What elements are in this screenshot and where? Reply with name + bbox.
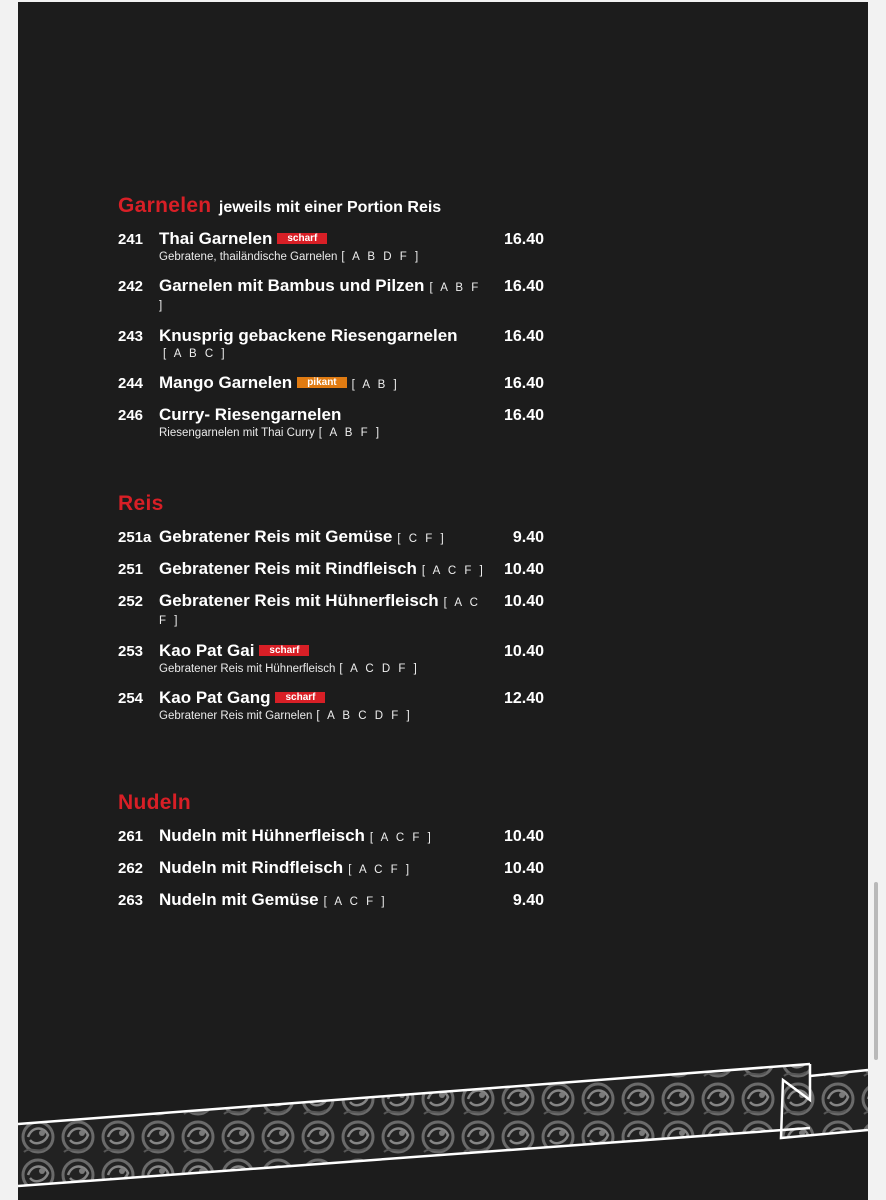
item-body [159,689,548,723]
menu-item [118,528,548,547]
item-body [159,827,548,846]
item-price: 9.40 [512,892,544,909]
item-number: 244 [118,375,144,392]
item-price: 10.40 [503,860,544,877]
section-header [118,194,548,218]
item-name: Nudeln mit Rindfleisch [159,858,344,877]
menu-item [118,327,548,361]
menu-item [118,859,548,878]
item-body [159,327,548,361]
item-number: 262 [118,860,144,877]
item-number: 241 [118,231,144,248]
item-body [159,406,548,440]
section-header [118,492,548,516]
spice-badge: scharf [259,645,309,656]
section-header [118,791,548,815]
item-description [159,347,488,361]
item-body [159,592,548,629]
item-body [159,859,548,878]
menu-item [118,230,548,264]
item-body [159,891,548,910]
item-name: Gebratener Reis mit Rindfleisch [159,559,417,578]
menu-item [118,689,548,723]
allergen-codes: [ A C F ] [159,597,481,627]
allergen-codes: [ A C F ] [369,832,434,844]
item-description [159,709,488,723]
spice-badge: scharf [275,692,325,703]
section-title: Reis [118,492,164,515]
item-body [159,642,548,676]
allergen-codes: [ A C D F ] [339,663,420,675]
item-price: 10.40 [503,561,544,578]
menu-item [118,560,548,579]
item-body [159,374,548,393]
menu-item [118,891,548,910]
allergen-codes: [ A B ] [351,379,400,391]
item-list [118,827,548,910]
item-name: Mango Garnelen [159,373,293,392]
description-text: Riesengarnelen mit Thai Curry [159,427,315,439]
item-body [159,277,548,314]
allergen-codes: [ A B F ] [159,282,481,312]
item-price: 16.40 [503,328,544,345]
banner-fold [781,1070,868,1138]
item-description [159,662,488,676]
section-nudeln [118,791,548,923]
item-body [159,230,548,264]
item-description [159,250,488,264]
allergen-codes: [ C F ] [397,533,447,545]
dragon-pattern-banner [18,1042,868,1200]
item-number: 251a [118,529,152,546]
section-title: Nudeln [118,791,191,814]
item-name: Nudeln mit Gemüse [159,890,319,909]
item-number: 242 [118,278,144,295]
description-text: Gebratener Reis mit Hühnerfleisch [159,663,336,675]
item-name: Gebratener Reis mit Hühnerfleisch [159,591,439,610]
item-number: 261 [118,828,144,845]
allergen-codes: [ A B C D F ] [316,710,413,722]
allergen-codes: [ A B D F ] [341,251,421,263]
spice-badge: pikant [297,377,346,388]
menu-item [118,827,548,846]
allergen-codes: [ A C F ] [348,864,412,876]
item-price: 10.40 [503,643,544,660]
menu-item [118,374,548,393]
item-number: 252 [118,593,144,610]
item-description [159,426,488,440]
item-name: Garnelen mit Bambus und Pilzen [159,276,425,295]
item-price: 10.40 [503,593,544,610]
menu-item [118,277,548,314]
item-name: Kao Pat Gai [159,641,255,660]
item-number: 246 [118,407,144,424]
item-number: 251 [118,561,144,578]
item-name: Knusprig gebackene Riesengarnelen [159,326,458,345]
spice-badge: scharf [277,233,327,244]
description-text: Gebratener Reis mit Garnelen [159,710,313,722]
item-body [159,560,548,579]
section-reis [118,492,548,736]
item-price: 10.40 [503,828,544,845]
item-number: 243 [118,328,144,345]
item-number: 254 [118,690,144,707]
item-name: Nudeln mit Hühnerfleisch [159,826,365,845]
scrollbar[interactable] [874,882,878,1060]
item-list [118,528,548,723]
item-name: Gebratener Reis mit Gemüse [159,527,393,546]
item-list [118,230,548,440]
item-price: 16.40 [503,375,544,392]
menu-page [18,2,868,1200]
allergen-codes: [ A B F ] [318,427,382,439]
allergen-codes: [ A C F ] [323,896,388,908]
allergen-codes: [ A C F ] [421,565,486,577]
menu-item [118,592,548,629]
item-price: 9.40 [512,529,544,546]
banner-strip [18,1064,810,1186]
item-name: Curry- Riesengarnelen [159,405,342,424]
item-name: Thai Garnelen [159,229,273,248]
item-price: 16.40 [503,407,544,424]
section-subtitle: jeweils mit einer Portion Reis [218,199,442,216]
description-text: Gebratene, thailändische Garnelen [159,251,338,263]
item-number: 263 [118,892,144,909]
item-body [159,528,548,547]
menu-item [118,406,548,440]
item-price: 16.40 [503,231,544,248]
item-name: Kao Pat Gang [159,688,271,707]
item-number: 253 [118,643,144,660]
section-garnelen [118,194,548,453]
item-price: 12.40 [503,690,544,707]
allergen-codes: [ A B C ] [163,348,228,360]
menu-item [118,642,548,676]
section-title: Garnelen [118,194,212,217]
item-price: 16.40 [503,278,544,295]
